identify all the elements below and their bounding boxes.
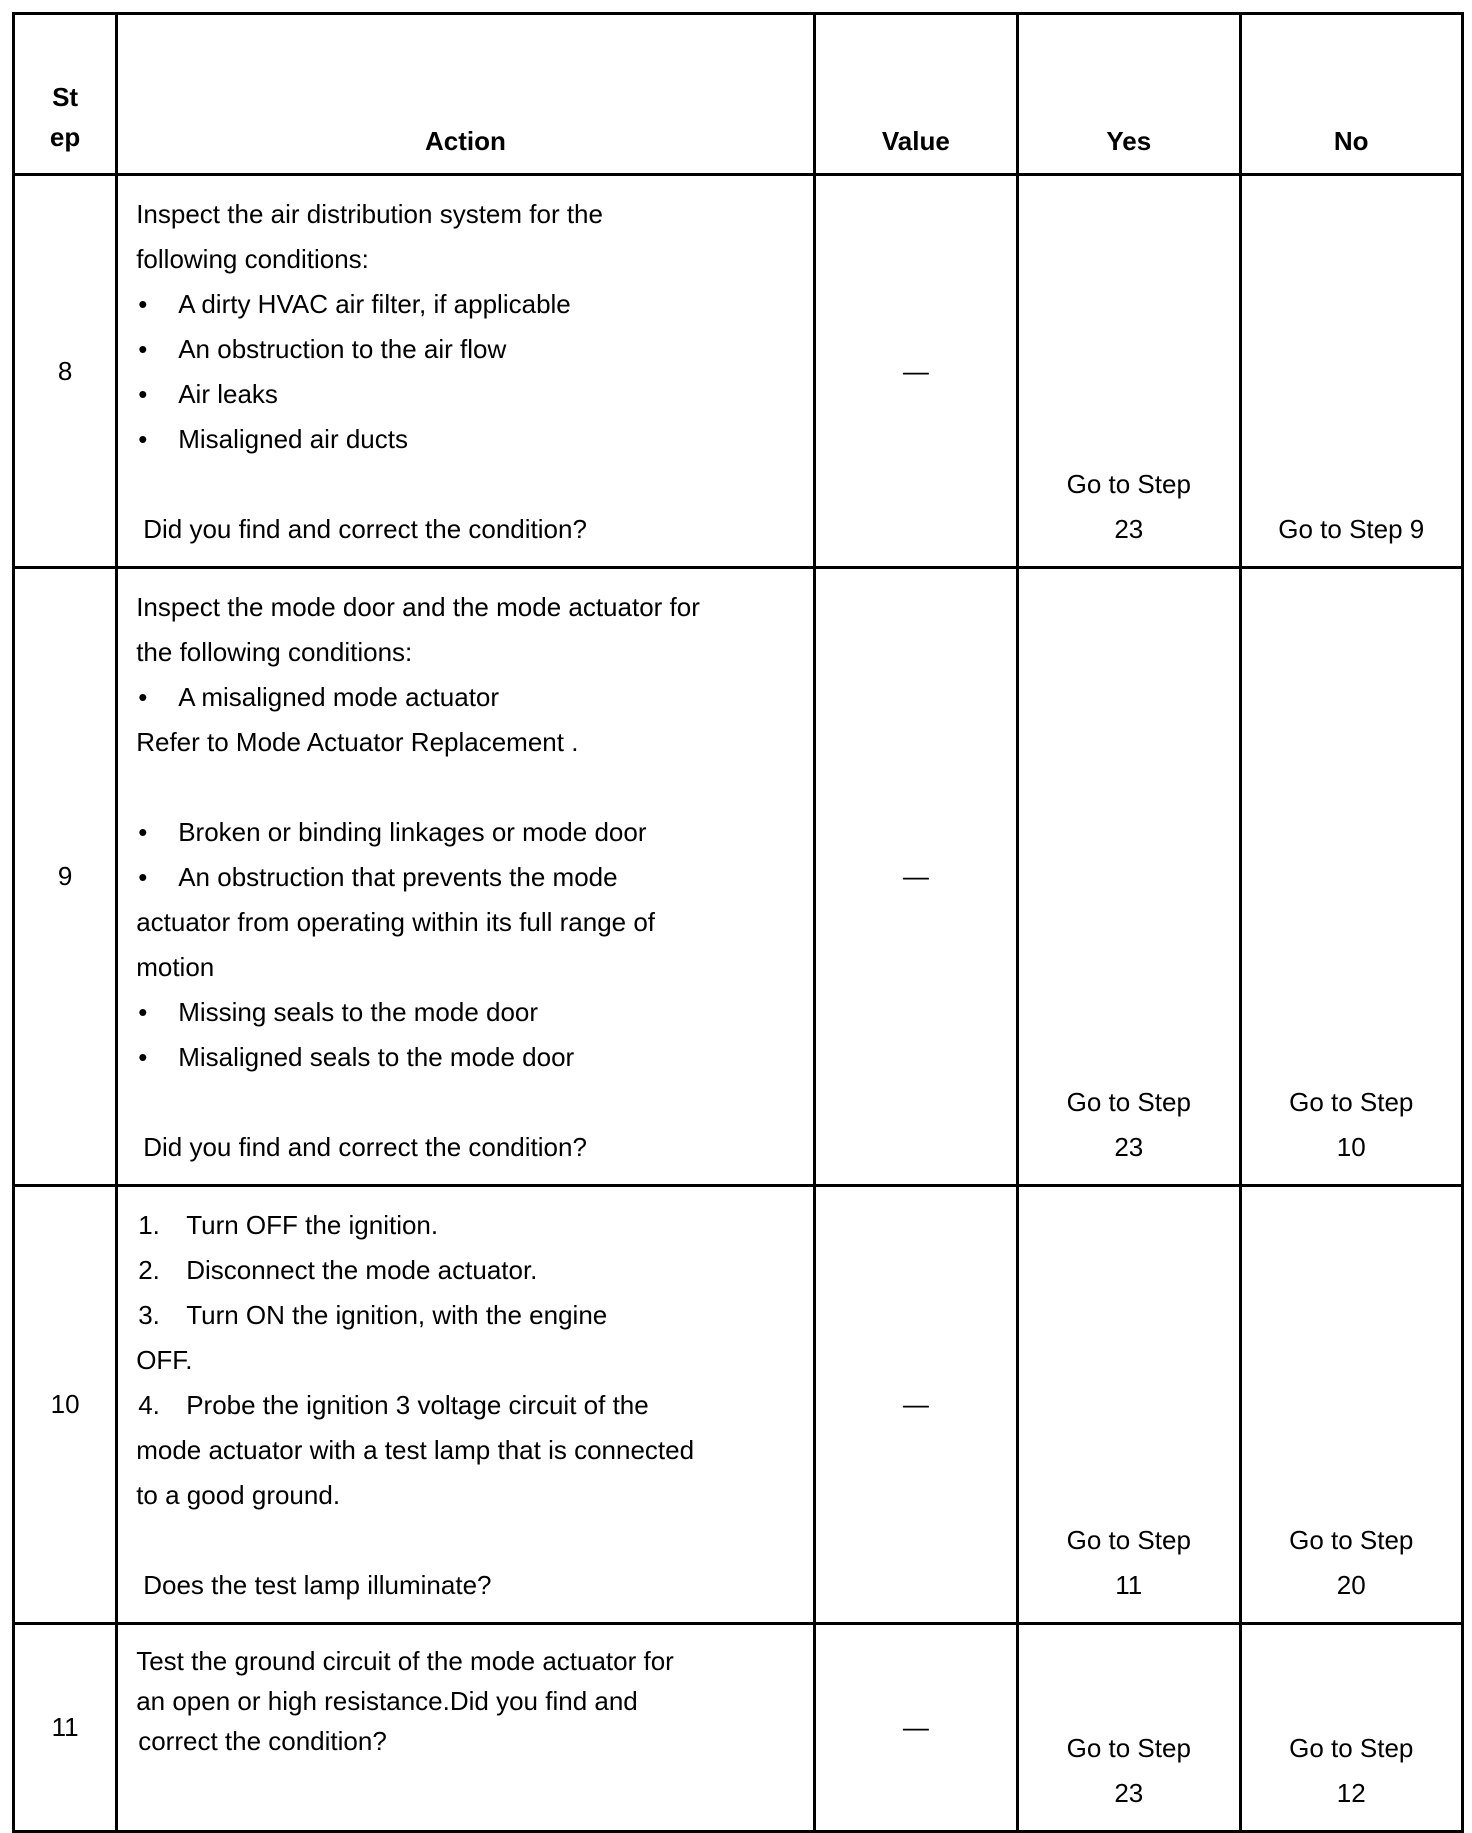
no-cell <box>1240 1624 1463 1832</box>
step-number: 9 <box>14 568 117 1186</box>
action-cell <box>117 1186 814 1624</box>
no-cell <box>1240 568 1463 1186</box>
bullet-icon: • <box>138 862 148 892</box>
list-item: • A misaligned mode actuator <box>136 675 794 720</box>
no-text: Go to Step <box>1289 1733 1414 1763</box>
yes-cell <box>1018 175 1240 568</box>
action-cell <box>117 175 814 568</box>
value-cell: — <box>814 568 1017 1186</box>
yes-text: Go to Step <box>1066 1087 1191 1117</box>
yes-text: Go to Step <box>1066 1525 1191 1555</box>
yes-cell <box>1018 1186 1240 1624</box>
diagnostic-table <box>12 12 1464 1833</box>
table-row-step-11 <box>14 1624 1463 1832</box>
header-step-line2: ep <box>49 122 81 152</box>
step-number: 8 <box>14 175 117 568</box>
action-text: Test the ground circuit of the mode actuator for <box>136 1646 674 1676</box>
header-row <box>14 14 1463 175</box>
list-item: • Air leaks <box>136 372 794 417</box>
no-step: 10 <box>1336 1132 1366 1162</box>
yes-step: 23 <box>1114 514 1144 544</box>
bullet-icon: • <box>138 334 148 364</box>
list-item: • Broken or binding linkages or mode door <box>136 810 794 855</box>
list-item: • Missing seals to the mode door <box>136 990 794 1035</box>
bullet-icon: • <box>138 424 148 454</box>
value-cell: — <box>814 1624 1017 1832</box>
header-action: Action <box>117 14 814 175</box>
action-text: mode actuator with a test lamp that is connected <box>136 1435 695 1465</box>
action-text: following conditions: <box>136 244 369 274</box>
no-step: 12 <box>1336 1778 1366 1808</box>
list-item: • An obstruction that prevents the mode <box>136 855 794 900</box>
action-text: OFF. <box>136 1345 193 1375</box>
action-question: Does the test lamp illuminate? <box>143 1570 492 1600</box>
action-text: Inspect the air distribution system for the <box>136 199 603 229</box>
yes-text: Go to Step <box>1066 1733 1191 1763</box>
action-text: Refer to Mode Actuator Replacement . <box>136 727 579 757</box>
action-text: correct the condition? <box>138 1726 387 1756</box>
no-step: 20 <box>1336 1570 1366 1600</box>
list-item: 1. Turn OFF the ignition. <box>138 1210 439 1240</box>
header-value: Value <box>814 14 1017 175</box>
table-row-step-8 <box>14 175 1463 568</box>
list-item: • Misaligned air ducts <box>136 417 794 462</box>
bullet-icon: • <box>138 379 148 409</box>
list-item: • A dirty HVAC air filter, if applicable <box>136 282 794 327</box>
step-number: 10 <box>14 1186 117 1624</box>
table-row-step-10 <box>14 1186 1463 1624</box>
header-yes: Yes <box>1018 14 1240 175</box>
header-step-line1: St <box>52 82 79 112</box>
yes-text: Go to Step <box>1066 469 1191 499</box>
value-cell: — <box>814 1186 1017 1624</box>
action-question: Did you find and correct the condition? <box>143 514 587 544</box>
action-cell <box>117 1624 814 1832</box>
action-text: an open or high resistance.Did you find and <box>136 1686 638 1716</box>
action-cell <box>117 568 814 1186</box>
action-text: Inspect the mode door and the mode actuator for <box>136 592 700 622</box>
header-no: No <box>1240 14 1463 175</box>
bullet-icon: • <box>138 817 148 847</box>
bullet-icon: • <box>138 682 148 712</box>
no-text: Go to Step <box>1289 1087 1414 1117</box>
list-item: 2. Disconnect the mode actuator. <box>138 1255 538 1285</box>
yes-step: 23 <box>1114 1132 1144 1162</box>
bullet-icon: • <box>138 289 148 319</box>
no-text: Go to Step <box>1289 1525 1414 1555</box>
no-step: Go to Step 9 <box>1278 514 1425 544</box>
yes-step: 23 <box>1114 1778 1144 1808</box>
table-row-step-9 <box>14 568 1463 1186</box>
list-item: • An obstruction to the air flow <box>136 327 794 372</box>
action-text: motion <box>136 952 215 982</box>
no-cell <box>1240 175 1463 568</box>
list-item: • Misaligned seals to the mode door <box>136 1035 794 1080</box>
bullet-icon: • <box>138 997 148 1027</box>
yes-step: 11 <box>1115 1570 1143 1600</box>
action-text: to a good ground. <box>136 1480 341 1510</box>
yes-cell <box>1018 568 1240 1186</box>
value-cell: — <box>814 175 1017 568</box>
action-question: Did you find and correct the condition? <box>143 1132 587 1162</box>
step-number: 11 <box>14 1624 117 1832</box>
yes-cell <box>1018 1624 1240 1832</box>
no-cell <box>1240 1186 1463 1624</box>
list-item: 4. Probe the ignition 3 voltage circuit of the <box>138 1390 649 1420</box>
action-text: actuator from operating within its full range of <box>136 907 656 937</box>
header-step <box>14 14 117 175</box>
action-text: the following conditions: <box>136 637 413 667</box>
list-item: 3. Turn ON the ignition, with the engine <box>138 1300 608 1330</box>
bullet-icon: • <box>138 1042 148 1072</box>
diagnostic-table-page <box>12 12 1464 1833</box>
